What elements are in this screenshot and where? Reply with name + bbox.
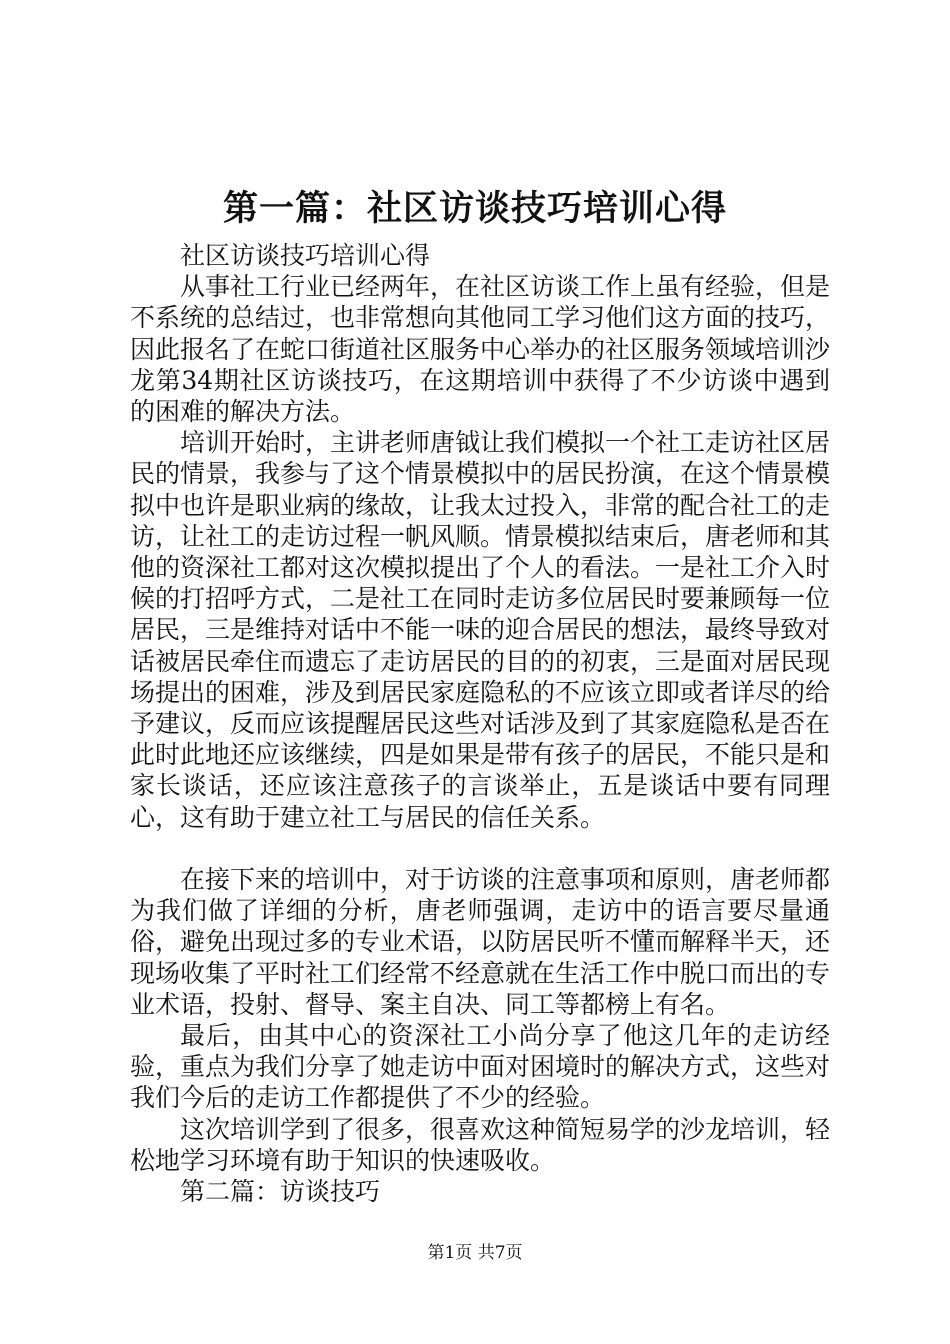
paragraph: 最后，由其中心的资深社工小尚分享了他这几年的走访经验，重点为我们分享了她走访中面对困境时的解决方式，这些对我们今后的走访工作都提供了不少的经验。 [130,1021,831,1113]
paragraph: 从事社工行业已经两年，在社区访谈工作上虽有经验，但是不系统的总结过，也非常想向其他同工学习他们这方面的技巧，因此报名了在蛇口街道社区服务中心举办的社区服务领域培训沙龙第34期社区访谈技巧，在这期培训中获得了不少访谈中遇到的困难的解决方法。 [130,272,831,427]
document-title: 第一篇：社区访谈技巧培训心得 [222,189,727,229]
page-footer: 第1页 共7页 [427,1243,523,1263]
document-body [130,240,830,1207]
paragraph: 在接下来的培训中，对于访谈的注意事项和原则，唐老师都为我们做了详细的分析，唐老师强调，走访中的语言要尽量通俗，避免出现过多的专业术语，以防居民听不懂而解释半天，还现场收集了平时社工们经常不经意就在生活工作中脱口而出的专业术语，投射、督导、案主自决、同工等都榜上有名。 [130,865,831,1019]
paragraph: 这次培训学到了很多，很喜欢这种简短易学的沙龙培训，轻松地学习环境有助于知识的快速吸收。 [130,1114,831,1175]
paragraph: 培训开始时，主讲老师唐钺让我们模拟一个社工走访社区居民的情景，我参与了这个情景模拟中的居民扮演，在这个情景模拟中也许是职业病的缘故，让我太过投入，非常的配合社工的走访，让社工的走访过程一帆风顺。情景模拟结束后，唐老师和其他的资深社工都对这次模拟提出了个人的看法。一是社工介入时候的打招呼方式，二是社工在同时走访多位居民时要兼顾每一位居民，三是维持对话中不能一味的迎合居民的想法，最终导致对话被居民牵住而遗忘了走访居民的目的的初衷，三是面对居民现场提出的困难，涉及到居民家庭隐私的不应该立即或者详尽的给予建议，反而应该提醒居民这些对话涉及到了其家庭隐私是否在此时此地还应该继续，四是如果是带有孩子的居民，不能只是和家长谈话，还应该注意孩子的言谈举止，五是谈话中要有同理心，这有助于建立社工与居民的信任关系。 [130,428,831,832]
paragraph-subtitle: 社区访谈技巧培训心得 [180,241,431,270]
section-heading: 第二篇：访谈技巧 [180,1177,381,1207]
